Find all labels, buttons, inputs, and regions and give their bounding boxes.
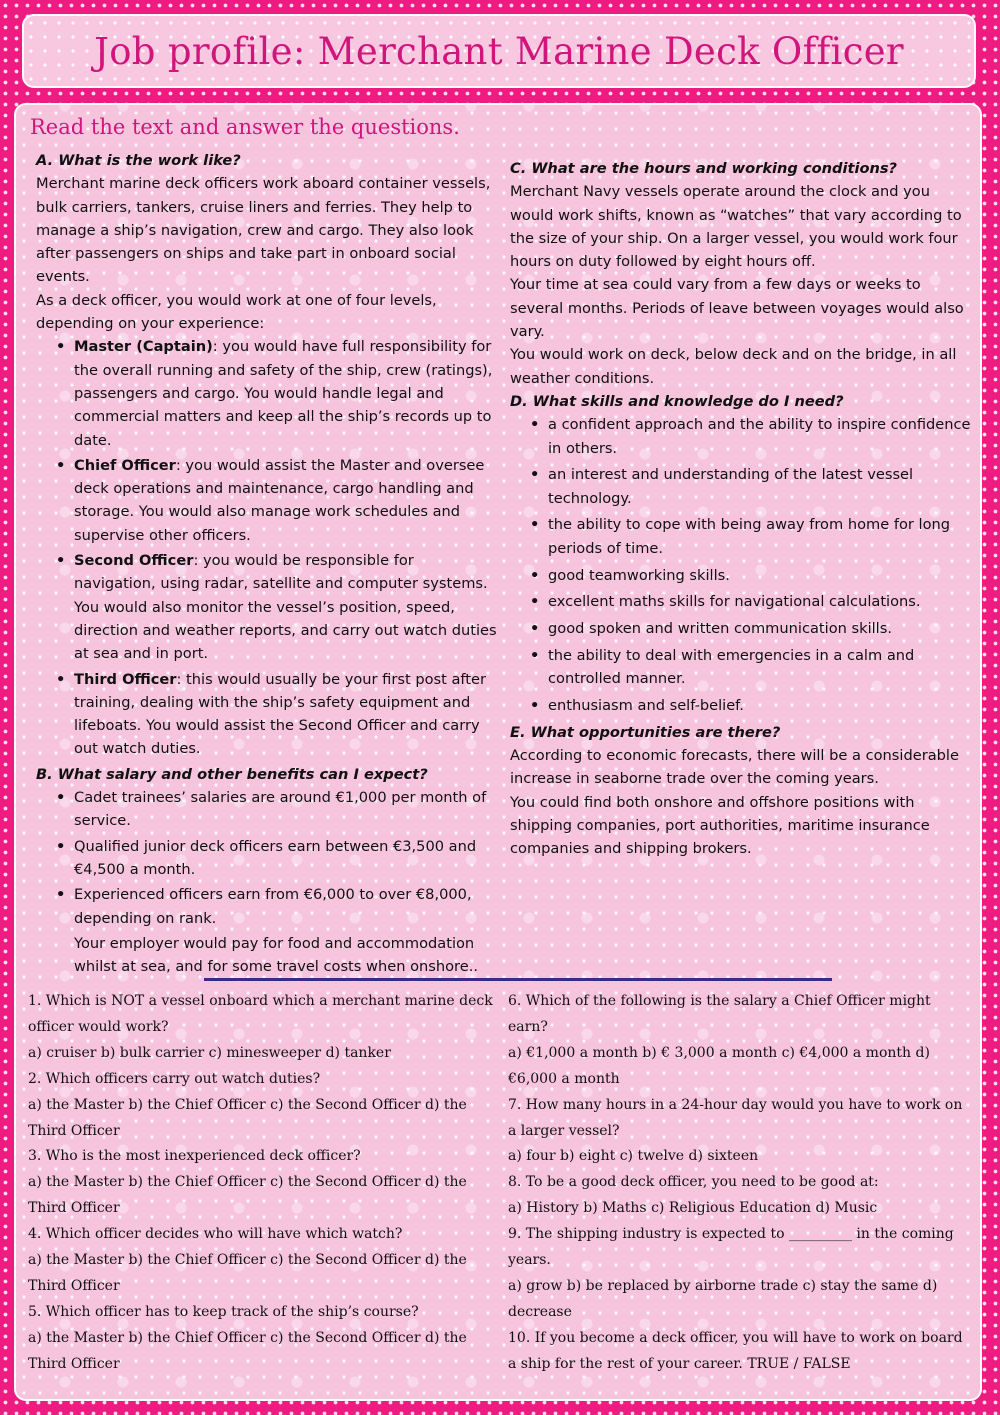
list-item: • Experienced officers earn from €6,000 to over €8,000, depending on rank. xyxy=(36,883,500,930)
question-text: 7. How many hours in a 24-hour day would you have to work on a larger vessel? xyxy=(508,1096,963,1139)
list-item xyxy=(36,335,500,451)
section-c-heading: C. What are the hours and working conditions? xyxy=(510,160,898,177)
reading-column-left xyxy=(36,149,500,978)
question-item xyxy=(28,1222,498,1300)
question-item xyxy=(508,1170,970,1222)
benefits-list xyxy=(36,786,500,930)
reading-column-right xyxy=(510,157,972,861)
officer-description: : this would usually be your first post after training, dealing with the ship’s safety equipment and lifeboats. You would assist the Second Officer and carry out watch duties. xyxy=(74,670,486,758)
section-e-heading: E. What opportunities are there? xyxy=(510,723,781,741)
question-text: 3. Who is the most inexperienced deck officer? xyxy=(28,1148,361,1165)
answer-options: a) the Master b) the Chief Officer c) the Second Officer d) the Third Officer xyxy=(28,1329,467,1372)
question-item xyxy=(28,1300,498,1378)
answer-options: a) €1,000 a month b) € 3,000 a month c) €4,000 a month d) €6,000 a month xyxy=(508,1044,930,1087)
section-divider xyxy=(204,978,832,981)
list-item xyxy=(36,454,500,547)
answer-options: a) four b) eight c) twelve d) sixteen xyxy=(508,1148,759,1165)
officer-description: : you would have full responsibility for the overall running and safety of the ship, crew (ratings), passengers and cargo. You would handle legal and commercial matters and keep all the ship’s records up to date. xyxy=(74,338,493,449)
answer-options: a) History b) Maths c) Religious Education d) Music xyxy=(508,1200,878,1217)
answer-options: a) the Master b) the Chief Officer c) the Second Officer d) the Third Officer xyxy=(28,1252,467,1294)
section-c-paragraph: You would work on deck, below deck and on the bridge, in all weather conditions. xyxy=(510,346,957,387)
question-text: 10. If you become a deck officer, you will have to work on board a ship for the rest of your career. TRUE / FALSE xyxy=(508,1329,963,1372)
question-text: 1. Which is NOT a vessel onboard which a merchant marine deck officer would work? xyxy=(28,993,493,1035)
question-text: 6. Which of the following is the salary a Chief Officer might earn? xyxy=(508,993,931,1035)
question-text: 9. The shipping industry is expected to _________ in the coming years. xyxy=(508,1226,954,1269)
list-item: • enthusiasm and self-belief. xyxy=(510,694,972,717)
questions-column-left xyxy=(28,989,498,1378)
question-item xyxy=(508,1222,970,1326)
list-item: • good teamworking skills. xyxy=(510,564,972,587)
officer-description: : you would assist the Master and oversee deck operations and maintenance, cargo handling and storage. You would also manage work schedules and supervise other officers. xyxy=(74,456,485,544)
question-item xyxy=(508,989,970,1093)
question-item xyxy=(508,1093,970,1171)
section-d-heading: D. What skills and knowledge do I need? xyxy=(510,392,844,410)
questions-column-right xyxy=(508,989,970,1378)
list-item: • Cadet trainees’ salaries are around €1,000 per month of service. xyxy=(36,786,500,833)
benefits-note: Your employer would pay for food and accommodation whilst at sea, and for some travel costs when onshore.. xyxy=(74,934,478,976)
question-item xyxy=(28,989,498,1067)
list-item: • the ability to cope with being away from home for long periods of time. xyxy=(510,513,972,560)
section-a-heading: A. What is the work like? xyxy=(36,152,241,169)
officer-rank: Chief Officer xyxy=(74,456,176,474)
list-item: • Qualified junior deck officers earn between €3,500 and €4,500 a month. xyxy=(36,835,500,882)
list-item xyxy=(36,668,500,761)
section-c-paragraph: Merchant Navy vessels operate around the clock and you would work shifts, known as “watches” that vary according to the size of your ship. On a larger vessel, you would work four hours on duty followed by eight hours off. xyxy=(510,183,962,271)
question-text: 4. Which officer decides who will have which watch? xyxy=(28,1226,403,1243)
section-a-paragraph: Merchant marine deck officers work aboard container vessels, bulk carriers, tankers, cruise liners and ferries. They help to manage a ship’s navigation, crew and cargo. They also look after passengers on ships and take part in onboard social events. xyxy=(36,175,491,286)
page-title: Job profile: Merchant Marine Deck Officer xyxy=(94,30,904,73)
instructions: Read the text and answer the questions. xyxy=(30,115,460,139)
question-text: 2. Which officers carry out watch duties? xyxy=(28,1070,321,1087)
answer-options: a) cruiser b) bulk carrier c) minesweeper d) tanker xyxy=(28,1044,391,1061)
list-item: • a confident approach and the ability to inspire confidence in others. xyxy=(510,413,972,460)
section-e-paragraph: According to economic forecasts, there will be a considerable increase in seaborne trade over the coming years. xyxy=(510,747,959,788)
answer-options: a) grow b) be replaced by airborne trade c) stay the same d) decrease xyxy=(508,1277,938,1320)
skills-list xyxy=(510,413,972,717)
officer-levels-list xyxy=(36,335,500,760)
list-item: • an interest and understanding of the latest vessel technology. xyxy=(510,463,972,510)
officer-description: : you would be responsible for navigation, using radar, satellite and computer systems. You would also monitor the vessel’s position, speed, direction and weather reports, and carry out watch duties at sea and in port. xyxy=(74,552,497,663)
answer-options: a) the Master b) the Chief Officer c) the Second Officer d) the Third Officer xyxy=(28,1096,467,1139)
title-banner xyxy=(22,14,976,88)
section-b-heading: B. What salary and other benefits can I expect? xyxy=(36,765,428,783)
list-item: • the ability to deal with emergencies in a calm and controlled manner. xyxy=(510,644,972,691)
list-item xyxy=(36,549,500,665)
section-c-paragraph: Your time at sea could vary from a few days or weeks to several months. Periods of leave between voyages would also vary. xyxy=(510,276,964,341)
question-item xyxy=(28,1067,498,1145)
officer-rank: Third Officer xyxy=(74,670,177,688)
list-item: • good spoken and written communication skills. xyxy=(510,617,972,640)
question-item xyxy=(508,1326,970,1378)
question-text: 5. Which officer has to keep track of the ship’s course? xyxy=(28,1303,419,1320)
content-panel xyxy=(14,103,982,1401)
list-item: • excellent maths skills for navigational calculations. xyxy=(510,590,972,613)
officer-rank: Second Officer xyxy=(74,552,194,570)
answer-options: a) the Master b) the Chief Officer c) the Second Officer d) the Third Officer xyxy=(28,1174,467,1217)
section-e-paragraph: You could find both onshore and offshore positions with shipping companies, port authorities, maritime insurance companies and shipping brokers. xyxy=(510,793,930,858)
officer-rank: Master (Captain) xyxy=(74,338,213,356)
question-item xyxy=(28,1144,498,1222)
question-text: 8. To be a good deck officer, you need to be good at: xyxy=(508,1174,879,1191)
section-a-paragraph: As a deck officer, you would work at one of four levels, depending on your experience: xyxy=(36,291,437,333)
